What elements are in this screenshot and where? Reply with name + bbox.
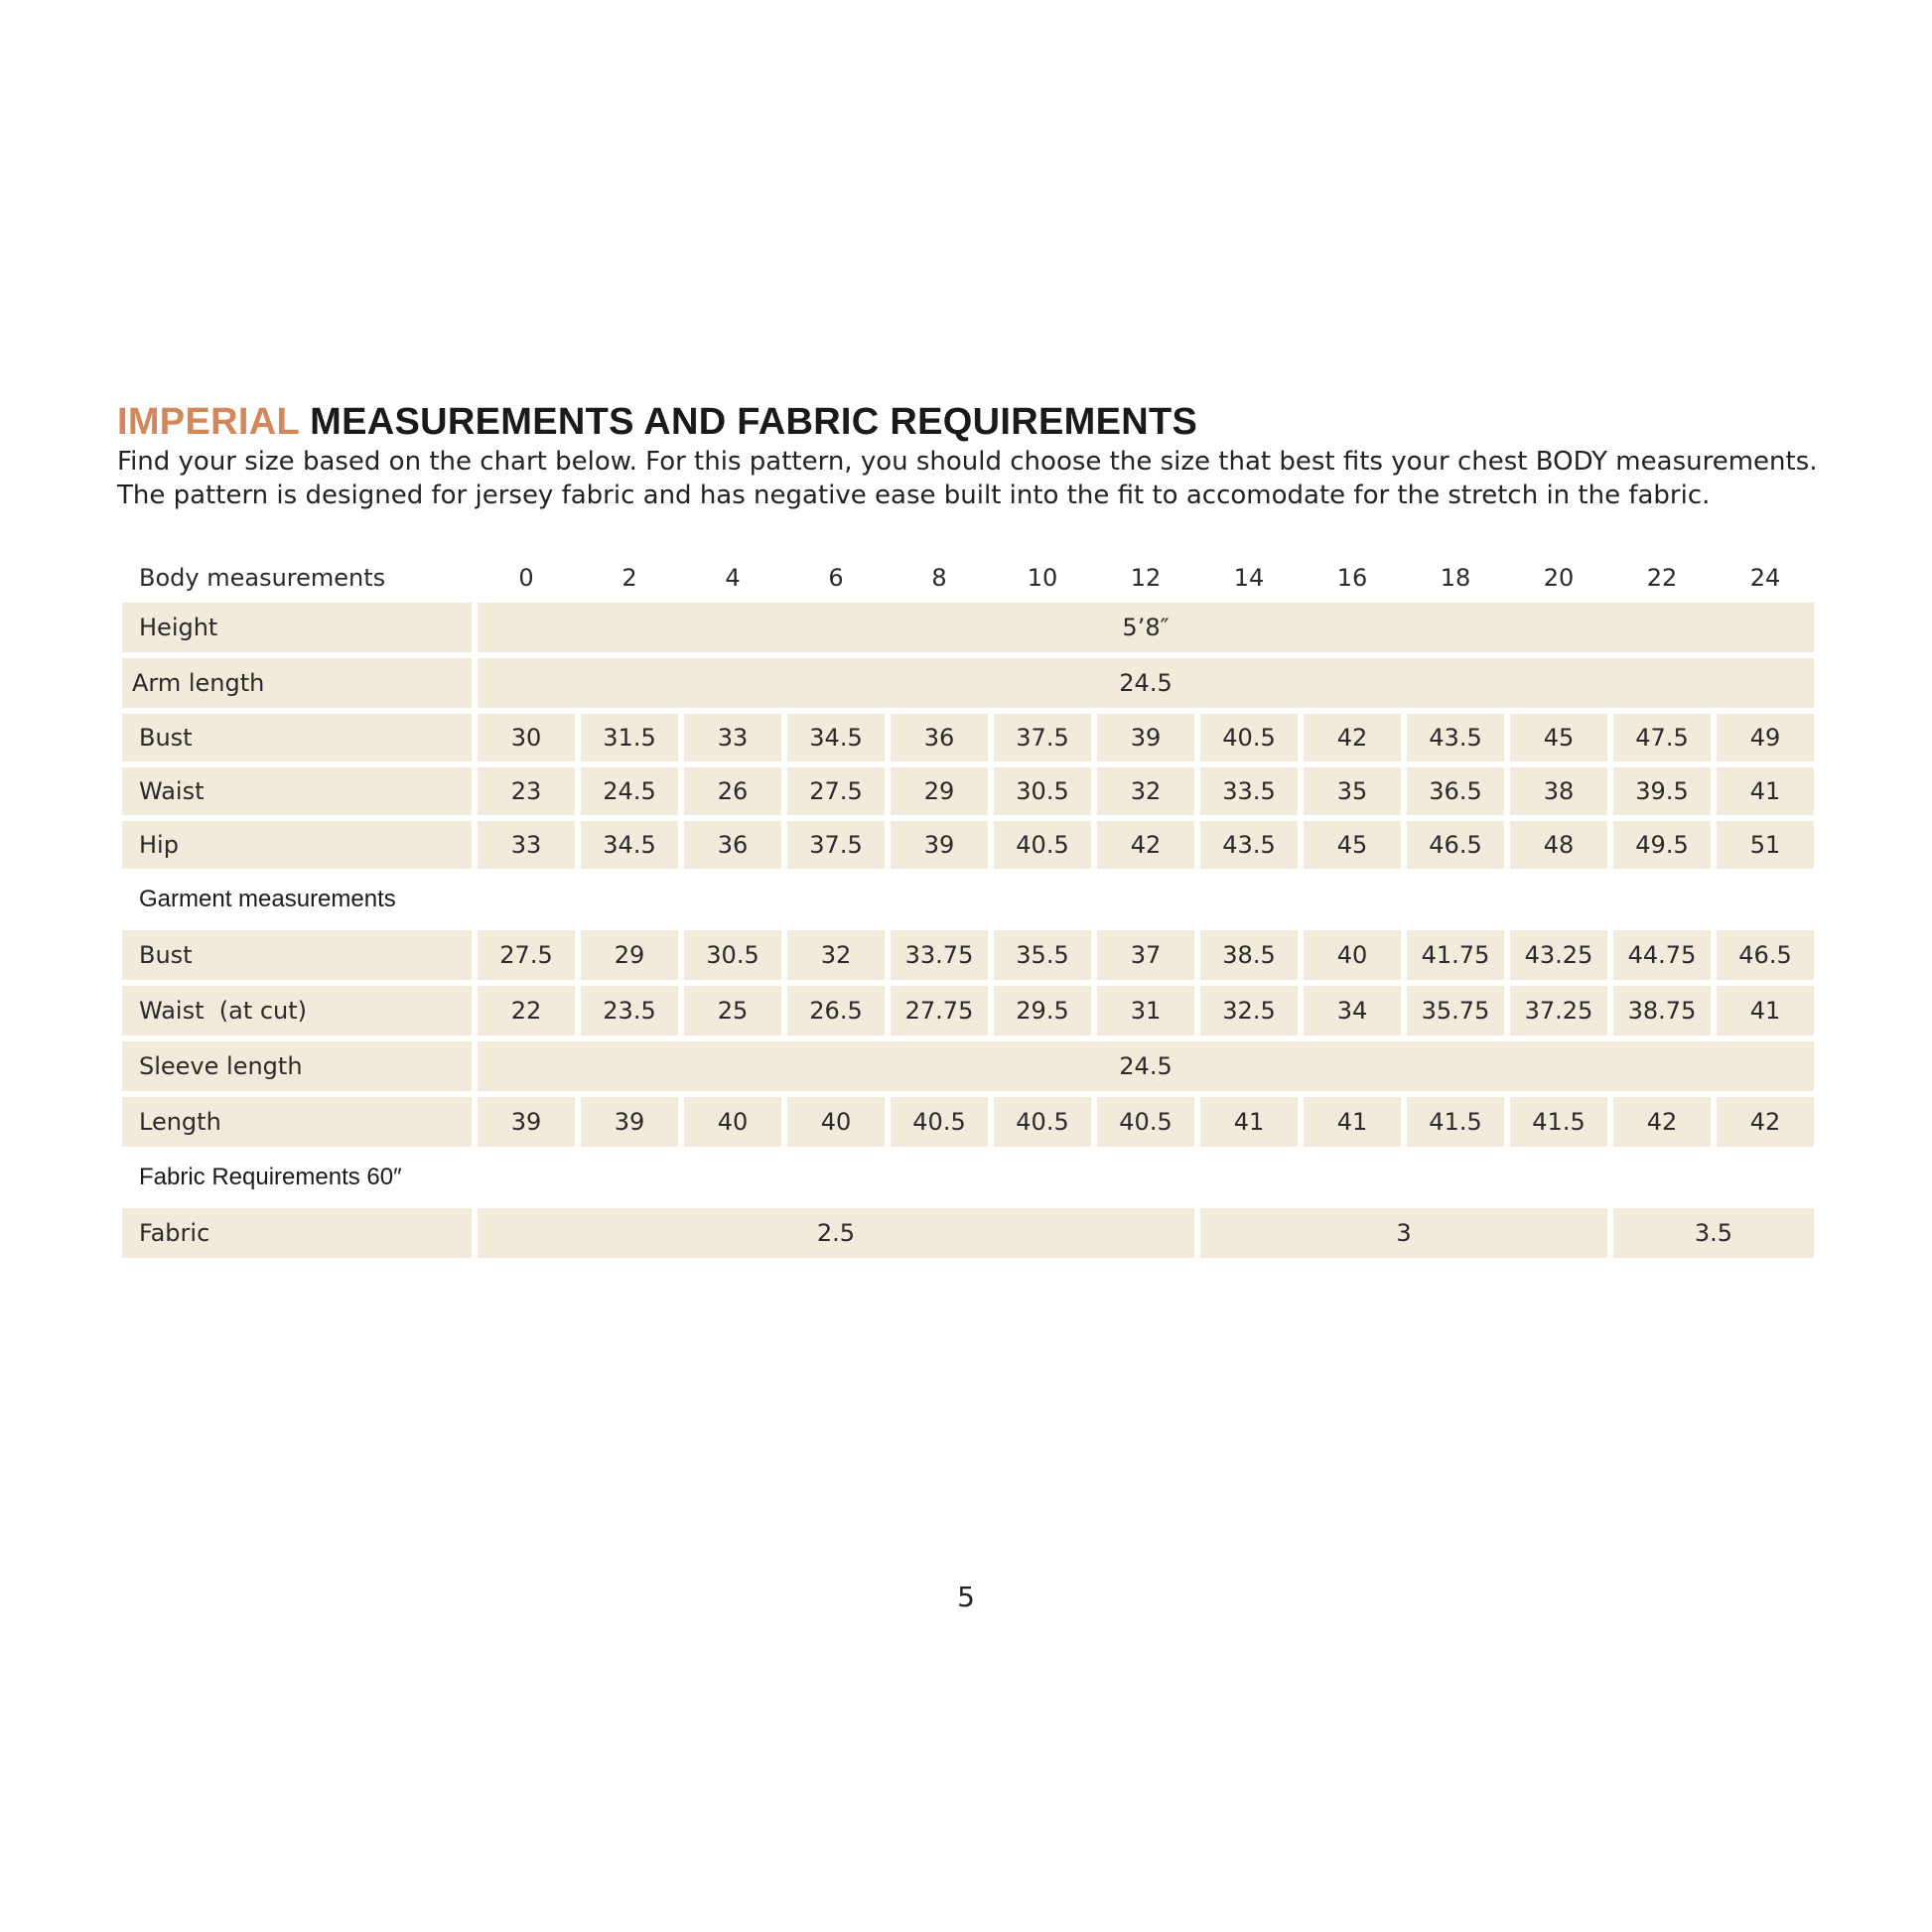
table-cell: 38 — [1507, 764, 1610, 818]
table-cell: 46.5 — [1714, 927, 1817, 983]
row-label-length: Length — [119, 1094, 475, 1150]
table-cell: 41 — [1197, 1094, 1301, 1150]
table-cell: 38.5 — [1197, 927, 1301, 983]
size-header: 14 — [1233, 564, 1265, 592]
size-header: 16 — [1336, 564, 1368, 592]
table-cell: 40.5 — [1094, 1094, 1197, 1150]
table-cell: 39 — [475, 1094, 578, 1150]
table-cell: 42 — [1094, 818, 1197, 872]
table-cell: 46.5 — [1404, 818, 1507, 872]
table-cell: 24.5 — [578, 764, 681, 818]
size-header: 22 — [1646, 564, 1678, 592]
table-cell: 32 — [1094, 764, 1197, 818]
table-cell: 45 — [1301, 818, 1404, 872]
table-cell: 27.5 — [475, 927, 578, 983]
table-cell: 30.5 — [681, 927, 784, 983]
size-header: 0 — [518, 564, 534, 592]
table-cell: 27.5 — [784, 764, 888, 818]
row-label-garment-bust: Bust — [119, 927, 475, 983]
table-cell: 35 — [1301, 764, 1404, 818]
table-cell: 29.5 — [991, 983, 1094, 1038]
table-cell: 40.5 — [991, 1094, 1094, 1150]
garment-measurements-label: Garment measurements — [139, 886, 396, 912]
intro-text — [117, 445, 1864, 512]
table-cell: 44.75 — [1610, 927, 1714, 983]
height-value: 5’8″ — [475, 600, 1817, 655]
table-cell: 37.5 — [991, 711, 1094, 764]
arm-length-value: 24.5 — [475, 655, 1817, 711]
size-header: 6 — [828, 564, 844, 592]
fabric-group-large: 3.5 — [1610, 1205, 1817, 1261]
table-cell: 22 — [475, 983, 578, 1038]
table-cell: 37.25 — [1507, 983, 1610, 1038]
table-cell: 35.5 — [991, 927, 1094, 983]
intro-line-2: The pattern is designed for jersey fabric and has negative ease built into the fit to accomodate for the stretch in the fabric. — [117, 481, 1711, 510]
table-cell: 23.5 — [578, 983, 681, 1038]
table-cell: 34.5 — [578, 818, 681, 872]
table-cell: 26.5 — [784, 983, 888, 1038]
table-cell: 41.5 — [1404, 1094, 1507, 1150]
table-cell: 40 — [1301, 927, 1404, 983]
table-cell: 38.75 — [1610, 983, 1714, 1038]
table-cell: 51 — [1714, 818, 1817, 872]
table-cell: 45 — [1507, 711, 1610, 764]
row-label-waist: Waist — [119, 764, 475, 818]
table-cell: 35.75 — [1404, 983, 1507, 1038]
table-cell: 33.5 — [1197, 764, 1301, 818]
table-cell: 40 — [784, 1094, 888, 1150]
table-cell: 43.5 — [1404, 711, 1507, 764]
row-label-arm-length: Arm length — [119, 655, 475, 711]
table-cell: 41 — [1714, 764, 1817, 818]
table-cell: 42 — [1301, 711, 1404, 764]
table-cell: 41 — [1301, 1094, 1404, 1150]
table-cell: 34 — [1301, 983, 1404, 1038]
table-cell: 41 — [1714, 983, 1817, 1038]
table-cell: 48 — [1507, 818, 1610, 872]
table-cell: 32 — [784, 927, 888, 983]
table-cell: 23 — [475, 764, 578, 818]
page-number: 5 — [957, 1581, 975, 1613]
measurement-table — [119, 556, 1817, 1261]
table-cell: 37 — [1094, 927, 1197, 983]
table-cell: 26 — [681, 764, 784, 818]
table-cell: 40.5 — [1197, 711, 1301, 764]
table-cell: 41.75 — [1404, 927, 1507, 983]
table-cell: 29 — [578, 927, 681, 983]
table-cell: 40.5 — [888, 1094, 991, 1150]
table-cell: 33.75 — [888, 927, 991, 983]
table-cell: 27.75 — [888, 983, 991, 1038]
table-cell: 25 — [681, 983, 784, 1038]
size-header: 18 — [1440, 564, 1471, 592]
table-cell: 49 — [1714, 711, 1817, 764]
intro-line-1: Find your size based on the chart below. For this pattern, you should choose the size that best fits your chest BODY measurements. — [117, 447, 1818, 477]
table-cell: 39 — [578, 1094, 681, 1150]
size-header: 24 — [1749, 564, 1781, 592]
table-cell: 39 — [1094, 711, 1197, 764]
row-label-sleeve-length: Sleeve length — [119, 1038, 475, 1094]
row-label-hip: Hip — [119, 818, 475, 872]
title-rest: MEASUREMENTS AND FABRIC REQUIREMENTS — [299, 401, 1198, 443]
fabric-requirements-label: Fabric Requirements 60″ — [139, 1164, 402, 1190]
table-cell: 40 — [681, 1094, 784, 1150]
page-title — [117, 401, 1197, 444]
table-cell: 41.5 — [1507, 1094, 1610, 1150]
table-cell: 34.5 — [784, 711, 888, 764]
table-cell: 43.5 — [1197, 818, 1301, 872]
table-cell: 42 — [1610, 1094, 1714, 1150]
table-cell: 43.25 — [1507, 927, 1610, 983]
table-cell: 42 — [1714, 1094, 1817, 1150]
table-cell: 33 — [475, 818, 578, 872]
body-measurements-header: Body measurements — [139, 564, 386, 592]
table-cell: 40.5 — [991, 818, 1094, 872]
table-cell: 31 — [1094, 983, 1197, 1038]
fabric-group-small: 2.5 — [475, 1205, 1197, 1261]
table-cell: 49.5 — [1610, 818, 1714, 872]
size-header: 10 — [1027, 564, 1058, 592]
size-header: 12 — [1130, 564, 1162, 592]
table-cell: 36 — [888, 711, 991, 764]
table-cell: 30.5 — [991, 764, 1094, 818]
table-cell: 29 — [888, 764, 991, 818]
table-cell: 32.5 — [1197, 983, 1301, 1038]
table-cell: 31.5 — [578, 711, 681, 764]
table-cell: 36.5 — [1404, 764, 1507, 818]
table-cell: 47.5 — [1610, 711, 1714, 764]
size-header: 8 — [931, 564, 947, 592]
table-cell: 39 — [888, 818, 991, 872]
sleeve-length-value: 24.5 — [475, 1038, 1817, 1094]
size-header: 2 — [621, 564, 637, 592]
row-label-height: Height — [119, 600, 475, 655]
table-cell: 30 — [475, 711, 578, 764]
size-header: 4 — [725, 564, 741, 592]
table-cell: 36 — [681, 818, 784, 872]
row-label-bust: Bust — [119, 711, 475, 764]
row-label-fabric: Fabric — [119, 1205, 475, 1261]
table-cell: 33 — [681, 711, 784, 764]
fabric-group-medium: 3 — [1197, 1205, 1610, 1261]
size-header: 20 — [1543, 564, 1575, 592]
row-label-garment-waist: Waist (at cut) — [119, 983, 475, 1038]
title-accent: IMPERIAL — [117, 401, 300, 443]
table-cell: 37.5 — [784, 818, 888, 872]
table-cell: 39.5 — [1610, 764, 1714, 818]
